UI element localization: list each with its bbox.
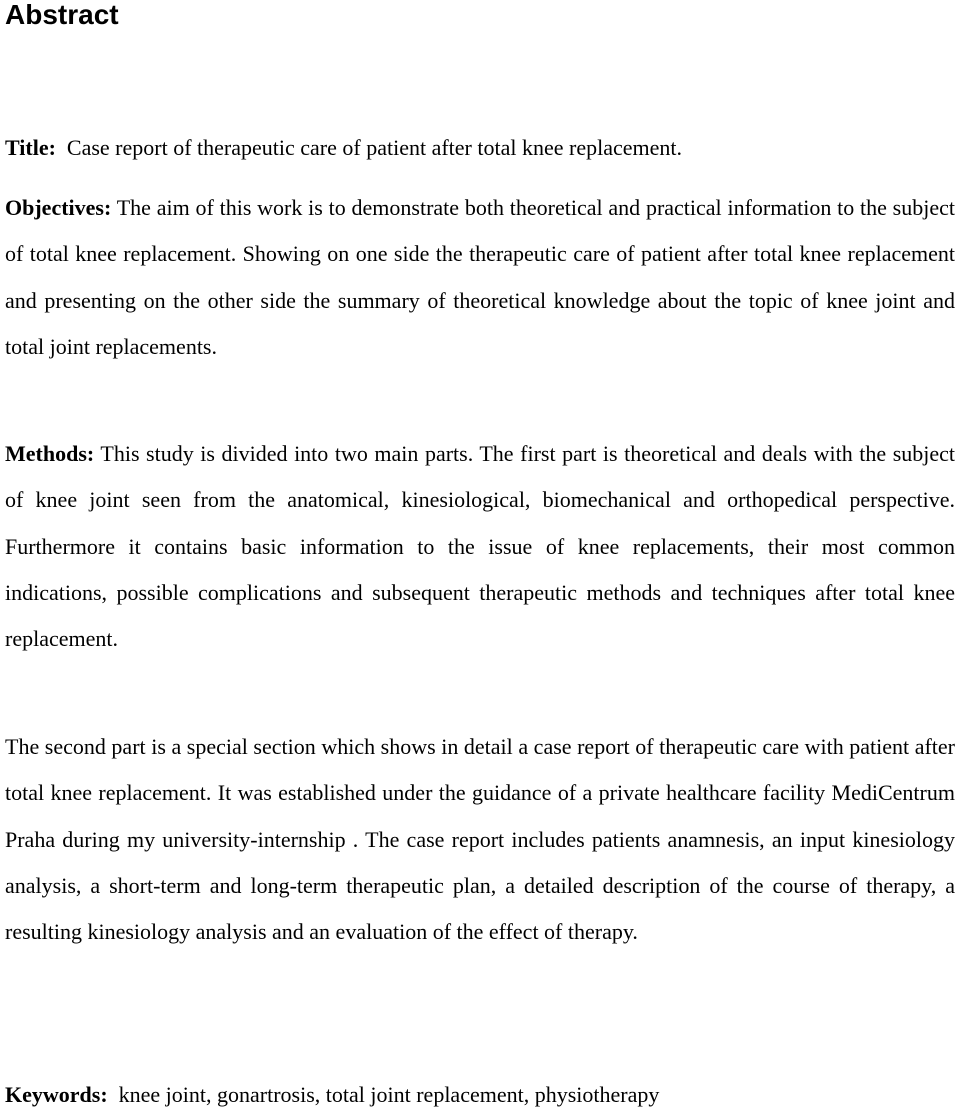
keywords-paragraph <box>5 1072 955 1118</box>
title-label: Title: <box>5 135 56 160</box>
second-part-paragraph <box>5 724 955 955</box>
methods-paragraph <box>5 431 955 662</box>
objectives-label: Objectives: <box>5 195 112 220</box>
methods-text: This study is divided into two main parts. The first part is theoretical and deals with the subject of knee joint seen from the anatomical, kinesiological, biomechanical and orthopedical perspective. Furthermore it contains basic information to the issue of knee replacements, their most common indications, possible complications and subsequent therapeutic methods and techniques after total knee replacement. <box>5 441 956 652</box>
objectives-text: The aim of this work is to demonstrate both theoretical and practical information to the subject of total knee replacement. Showing on one side the therapeutic care of patient after total knee replacement and presenting on the other side the summary of theoretical knowledge about the topic of knee joint and total joint replacements. <box>5 195 955 359</box>
keywords-text: knee joint, gonartrosis, total joint replacement, physiotherapy <box>118 1082 660 1107</box>
keywords-label: Keywords: <box>5 1082 108 1107</box>
methods-label: Methods: <box>5 441 95 466</box>
abstract-heading: Abstract <box>5 0 119 30</box>
title-paragraph <box>5 125 955 171</box>
title-text: Case report of therapeutic care of patient after total knee replacement. <box>66 135 682 160</box>
second-part-text: The second part is a special section which shows in detail a case report of therapeutic care with patient after total knee replacement. It was established under the guidance of a private healthcare facility MediCentrum Praha during my university-internship . The case report includes patients anamnesis, an input kinesiology analysis, a short-term and long-term therapeutic plan, a detailed description of the course of therapy, a resulting kinesiology analysis and an evaluation of the effect of therapy. <box>5 734 955 945</box>
objectives-paragraph <box>5 185 955 370</box>
